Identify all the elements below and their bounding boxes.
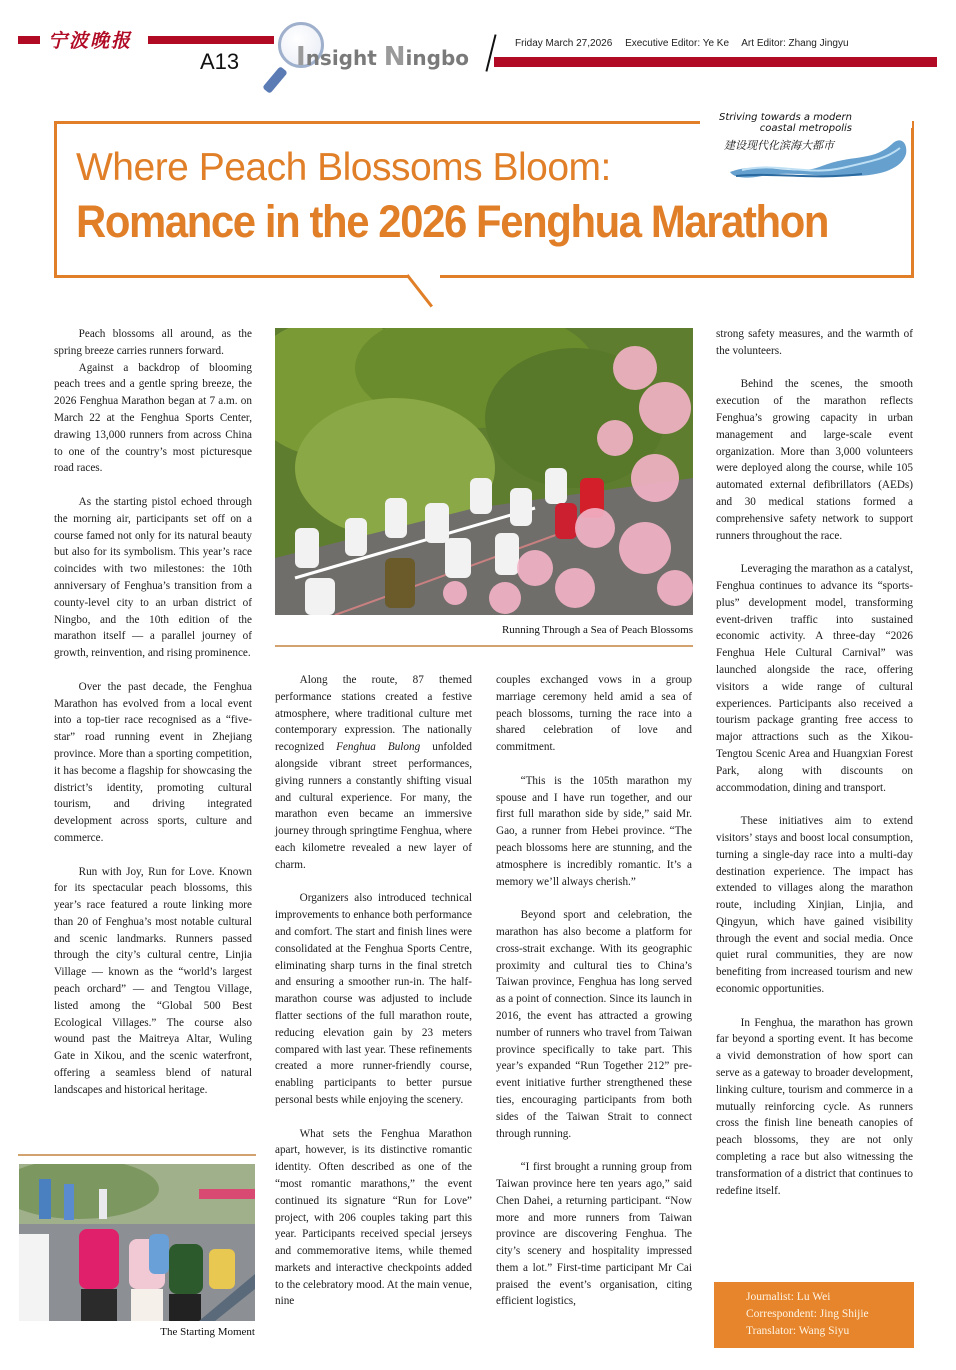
paragraph: strong safety measures, and the warmth of the volunteers. bbox=[716, 328, 913, 357]
paragraph: “This is the 105th marathon my spouse and I have run together, and our first full marathon side by side,” said Mr. Gao, a runner from Hebei province. “The peach blossoms here are stunning, and the atmosphere is incredibly romantic. It’s a memory we’ll always cherish.” bbox=[496, 774, 692, 888]
article-column-4 bbox=[716, 326, 913, 1216]
issue-info bbox=[515, 38, 859, 49]
section-title-initial: I bbox=[296, 42, 306, 72]
journalist-credit: Journalist: Lu Wei bbox=[746, 1291, 831, 1303]
art-editor: Art Editor: Zhang Jingyu bbox=[741, 38, 849, 49]
divider-rule bbox=[18, 1154, 256, 1156]
paragraph: What sets the Fenghua Marathon apart, however, is its distinctive romantic identity. Often described as one of the “most romantic marathons,” the event continued its signature “Run for Love” project, with 206 couples taking part this year. Participants received special jerseys and commemorative items, while themed markets and interactive checkpoints added to the celebratory mood. At the main venue, nine bbox=[275, 1127, 472, 1308]
slogan-line2: coastal metropolis bbox=[759, 123, 852, 134]
article-column-3 bbox=[496, 672, 692, 1327]
photo-starting-moment-image bbox=[19, 1164, 255, 1321]
photo-peach-blossom-image bbox=[275, 328, 693, 615]
paragraph bbox=[275, 672, 472, 874]
headline-frame-bottom-right bbox=[440, 275, 914, 278]
paragraph: Leveraging the marathon as a catalyst, Fenghua continues to advance its “sports-plus” development model, transforming event-driven traffic into sustained economic activity. A three-day “2026 Fenghua Hele Cultural Carnival” was launched alongside the race, offering visitors a wide range of cultural experiences. Participants also received a tourism package granting free access to major attractions such as the Xikou-Tengtou Scenic Area and Huangxian Forest Park, along with discounts on accommodation, dining and transport. bbox=[716, 563, 913, 794]
paragraph: Beyond sport and celebration, the marathon has also become a platform for cross-strait exchange. With its geographic proximity and cultural ties to China’s Taiwan province, Fenghua has long served as a point of connection. Since its launch in 2016, the event has attracted a growing number of runners who travel from Taiwan province specifically to take part. This year’s expanded “Run Together 212” pre-event initiative further strengthened these ties, encouraging participants from both sides of the Taiwan Strait to connect through running. bbox=[496, 909, 692, 1140]
paragraph: “I first brought a running group from Taiwan province here ten years ago,” said Chen Dahei, a returning participant. “Now more and more runners from Taiwan province are discovering Fenghua. The city’s scenery and hospitality impressed them a lot.” First-time participant Mr Cai praised the event’s organisation, citing efficient logistics, bbox=[496, 1161, 692, 1308]
article-title: Romance in the 2026 Fenghua Marathon bbox=[76, 196, 829, 247]
section-title-word1: nsight bbox=[305, 46, 384, 70]
translator-credit: Translator: Wang Siyu bbox=[746, 1325, 850, 1337]
headline-frame-bottom-left bbox=[54, 275, 409, 278]
paragraph: Over the past decade, the Fenghua Marathon has evolved from a local event into a top-tier race recognised as a “five-star” road running event in Zhejiang province. More than a sporting competition, it has become a flagship for showcasing the district’s identity, promoting cultural tourism, and driving integrated development across sports, culture and commerce. bbox=[54, 680, 252, 844]
newspaper-logo: 宁波晚报 bbox=[48, 30, 133, 52]
article-column-1 bbox=[54, 326, 252, 1115]
section-title bbox=[296, 42, 469, 72]
article-subtitle: Where Peach Blossoms Bloom: bbox=[76, 146, 611, 189]
photo-caption-main: Running Through a Sea of Peach Blossoms bbox=[501, 624, 693, 636]
paragraph: These initiatives aim to extend visitors’ stays and boost local consumption, turning a single-day race into a multi-day destination experience. The impact has extended to villages along the marathon route, including Xinjian, Linjia, and Qingyun, which have gained visibility through the event and social media. Once quiet rural communities, they are now benefiting from increased tourism and new economic opportunities. bbox=[716, 815, 913, 996]
paragraph: In Fenghua, the marathon has grown far beyond a sporting event. It has become a vivid demonstration of how sport can serve as a gateway to broader development, linking culture, tourism and commerce in a mutually reinforcing cycle. As runners cross the finish line beneath canopies of peach blossoms, they are not only completing a race but also witnessing the transformation of a district that continues to redefine itself. bbox=[716, 1016, 913, 1197]
photo-caption-secondary: The Starting Moment bbox=[160, 1326, 255, 1338]
paragraph: As the starting pistol echoed through the morning air, participants set off on a course famed not only for its natural beauty but also for its symbolism. This year’s race coincides with two milestones: the 10th anniversary of Fenghua’s transition from a county-level city to an urban district of Ningbo, and the 10th edition of the marathon itself — a parallel journey of growth, reinvention, and rising prominence. bbox=[54, 495, 252, 660]
paragraph: Run with Joy, Run for Love. Known for its spectacular peach blossoms, this year’s race featured a route linking more than 20 of Fenghua’s most notable cultural and scenic landmarks. Runners passed through the city’s cultural centre, Linjia Village — known as the “world’s largest peach orchard” — and Tengtou Village, listed among the “Global 500 Best Ecological Villages.” The course also wound past the Maitreya Altar, Wuling Gate in Xikou, and the scenic waterfront, offering a seamless blend of natural landscapes and historical heritage. bbox=[54, 865, 252, 1096]
correspondent-credit: Correspondent: Jing Shijie bbox=[746, 1308, 869, 1320]
paragraph: Behind the scenes, the smooth execution of the marathon reflects Fenghua’s growing capacity in urban management and large-scale event organization. More than 3,000 volunteers were deployed along the course, while 105 automated external defibrillators (AEDs) and 30 medical stations formed a comprehensive safety network to support runners throughout the race. bbox=[716, 378, 913, 542]
slogan-badge bbox=[712, 112, 912, 182]
masthead-bar-right bbox=[494, 57, 937, 67]
paragraph-text: Along the route, 87 themed performance stations created a festive atmosphere, where traditional culture met contemporary expression. The nationally recognized bbox=[275, 674, 472, 754]
divider-rule bbox=[275, 645, 693, 647]
page-number: A13 bbox=[200, 49, 240, 74]
paragraph: Peach blossoms all around, as the spring breeze carries runners forward. bbox=[54, 328, 252, 357]
masthead-bar-mid bbox=[148, 36, 274, 44]
photo-starting-moment bbox=[19, 1164, 255, 1321]
slogan-line1: Striving towards a modern bbox=[718, 112, 852, 123]
slogan-english bbox=[719, 112, 852, 134]
magnifier-handle-icon bbox=[262, 66, 288, 94]
paragraph-text: unfolded alongside vibrant street performances, giving runners a constantly shifting visual and cultural experience. For many, the marathon even became an immersive journey through springtime Fenghua, where each kilometre revealed a new layer of charm. bbox=[275, 741, 472, 871]
paragraph: couples exchanged vows in a group marriage ceremony held amid a sea of peach blossoms, turning the race into a shared celebration of love and commitment. bbox=[496, 674, 692, 754]
headline-frame-pointer bbox=[406, 274, 433, 307]
paragraph: Against a backdrop of blooming peach trees and a gentle spring breeze, the 2026 Fenghua Marathon began at 7 a.m. on March 22 at the Fenghua Sports Center, drawing 13,000 runners from across China to one of the country’s most picturesque road races. bbox=[54, 361, 252, 475]
credits-box bbox=[714, 1282, 914, 1348]
paragraph-italic-term: Fenghua Bulong bbox=[336, 741, 421, 754]
section-title-initial2: N bbox=[383, 42, 406, 72]
section-title-word2: ingbo bbox=[405, 46, 469, 70]
slogan-chinese: 建设现代化滨海大都市 bbox=[724, 139, 834, 152]
executive-editor: Executive Editor: Ye Ke bbox=[625, 38, 730, 49]
paragraph: Organizers also introduced technical improvements to enhance both performance and comfort. The start and finish lines were consolidated at the Fenghua Sports Centre, eliminating sharp turns in the final stretch and ensuring a smoother run-in. The half-marathon course was adjusted to include flatter sections of the full marathon route, reducing elevation gain by 23 meters compared with last year. These refinements created a more runner-friendly course, enabling participants to better pursue personal bests while enjoying the scenery. bbox=[275, 892, 472, 1106]
photo-peach-blossom-runners bbox=[275, 328, 693, 615]
article-column-2 bbox=[275, 672, 472, 1327]
issue-date: Friday March 27,2026 bbox=[515, 38, 613, 49]
masthead-bar-left bbox=[18, 36, 40, 44]
